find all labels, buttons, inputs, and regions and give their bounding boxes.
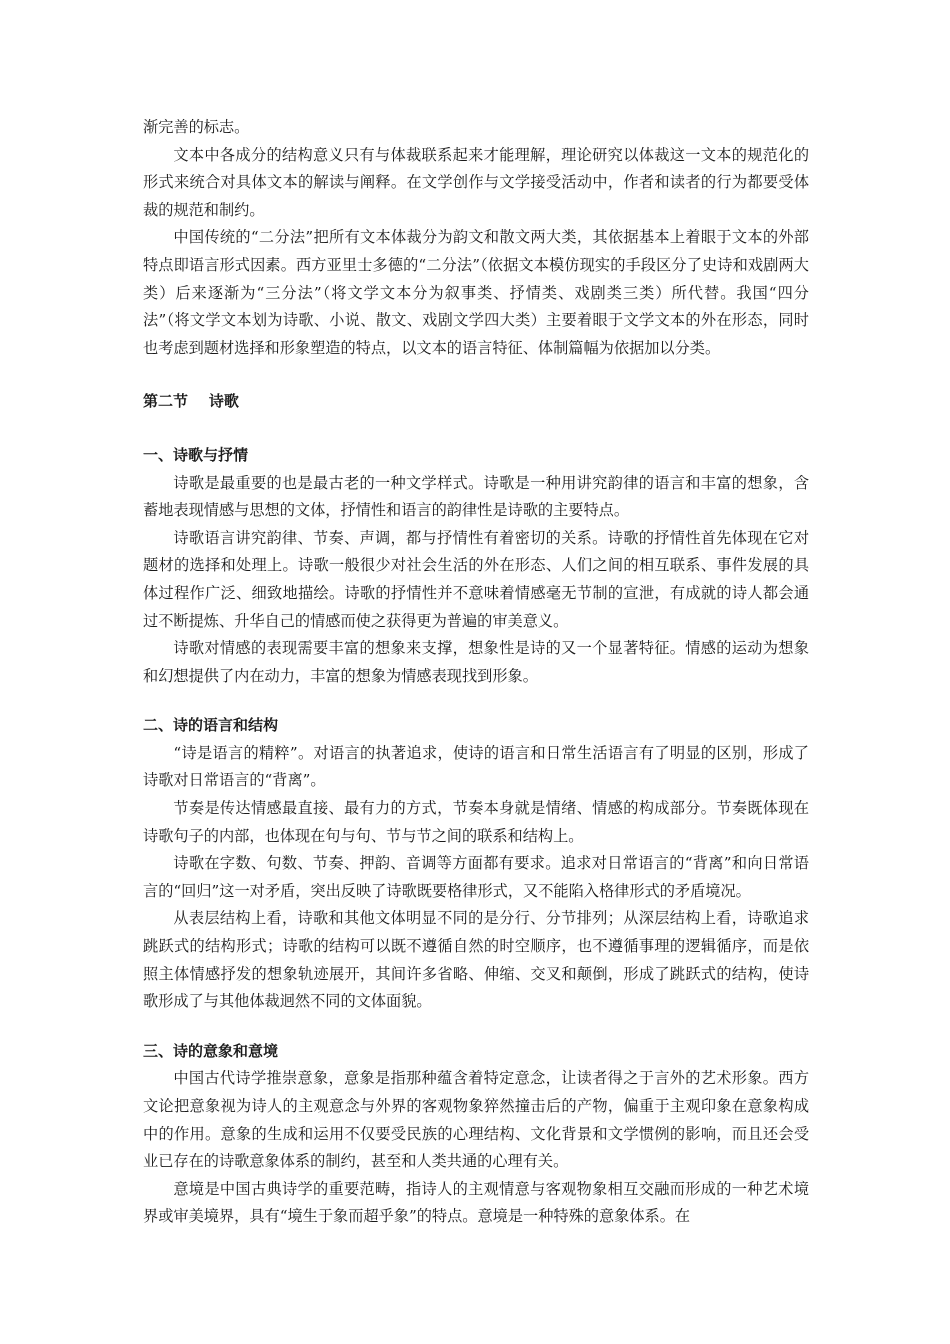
paragraph: 从表层结构上看，诗歌和其他文体明显不同的是分行、分节排列；从深层结构上看，诗歌追求跳跃式的结构形式；诗歌的结构可以既不遵循自然的时空顺序，也不遵循事理的逻辑循序，而是依照主体情感抒发的想象轨迹展开，其间许多省略、伸缩、交叉和颠倒，形成了跳跃式的结构，使诗歌形成了与其他体裁迥然不同的文体面貌。 xyxy=(143,909,809,1011)
paragraph: 意境是中国古典诗学的重要范畴，指诗人的主观情意与客观物象相互交融而形成的一种艺术境界或审美境界，具有“境生于象而超乎象”的特点。意境是一种特殊的意象体系。在 xyxy=(143,1179,809,1226)
document-page xyxy=(143,114,809,1231)
paragraph: 诗歌是最重要的也是最古老的一种文学样式。诗歌是一种用讲究韵律的语言和丰富的想象，含蓄地表现情感与思想的文体，抒情性和语言的韵律性是诗歌的主要特点。 xyxy=(143,473,809,520)
paragraph: 诗歌对情感的表现需要丰富的想象来支撑，想象性是诗的又一个显著特征。情感的运动为想象和幻想提供了内在动力，丰富的想象为情感表现找到形象。 xyxy=(143,639,809,685)
paragraph: 文本中各成分的结构意义只有与体裁联系起来才能理解，理论研究以体裁这一文本的规范化的形式来统合对具体文本的解读与阐释。在文学创作与文学接受活动中，作者和读者的行为都要受体裁的规范和制约。 xyxy=(143,145,809,219)
paragraph: 中国古代诗学推崇意象，意象是指那种蕴含着特定意念，让读者得之于言外的艺术形象。西方文论把意象视为诗人的主观意念与外界的客观物象猝然撞击后的产物，偏重于主观印象在意象构成中的作用。意象的生成和运用不仅要受民族的心理结构、文化背景和文学惯例的影响，而且还会受业已存在的诗歌意象体系的制约，甚至和人类共通的心理有关。 xyxy=(143,1069,809,1171)
paragraph: 中国传统的“二分法”把所有文本体裁分为韵文和散文两大类，其依据基本上着眼于文本的外部特点即语言形式因素。西方亚里士多德的“二分法”（依据文本模仿现实的手段区分了史诗和戏剧两大类）后来逐渐为“三分法”（将文学文本分为叙事类、抒情类、戏剧类三类）所代替。我国“四分法”（将文学文本划为诗歌、小说、散文、戏剧文学四大类）主要着眼于文学文本的外在形态，同时也考虑到题材选择和形象塑造的特点，以文本的语言特征、体制篇幅为依据加以分类。 xyxy=(143,228,809,357)
paragraph-continuation: 渐完善的标志。 xyxy=(143,118,250,136)
paragraph: 诗歌在字数、句数、节奏、押韵、音调等方面都有要求。追求对日常语言的“背离”和向日常语言的“回归”这一对矛盾，突出反映了诗歌既要格律形式，又不能陷入格律形式的矛盾境况。 xyxy=(143,854,809,900)
paragraph: 诗歌语言讲究韵律、节奏、声调，都与抒情性有着密切的关系。诗歌的抒情性首先体现在它对题材的选择和处理上。诗歌一般很少对社会生活的外在形态、人们之间的相互联系、事件发展的具体过程作广泛、细致地描绘。诗歌的抒情性并不意味着情感毫无节制的宣泄，有成就的诗人都会通过不断提炼、升华自己的情感而使之获得更为普遍的审美意义。 xyxy=(143,528,809,630)
section-title: 第二节 诗歌 xyxy=(143,392,239,411)
subsection-heading-1: 一、诗歌与抒情 xyxy=(143,445,249,464)
subsection-heading-3: 三、诗的意象和意境 xyxy=(143,1041,279,1060)
paragraph: 节奏是传达情感最直接、最有力的方式，节奏本身就是情绪、情感的构成部分。节奏既体现在诗歌句子的内部，也体现在句与句、节与节之间的联系和结构上。 xyxy=(143,799,809,845)
subsection-heading-2: 二、诗的语言和结构 xyxy=(143,716,279,735)
paragraph: “诗是语言的精粹”。对语言的执著追求，使诗的语言和日常生活语言有了明显的区别，形成了诗歌对日常语言的“背离”。 xyxy=(143,743,809,790)
